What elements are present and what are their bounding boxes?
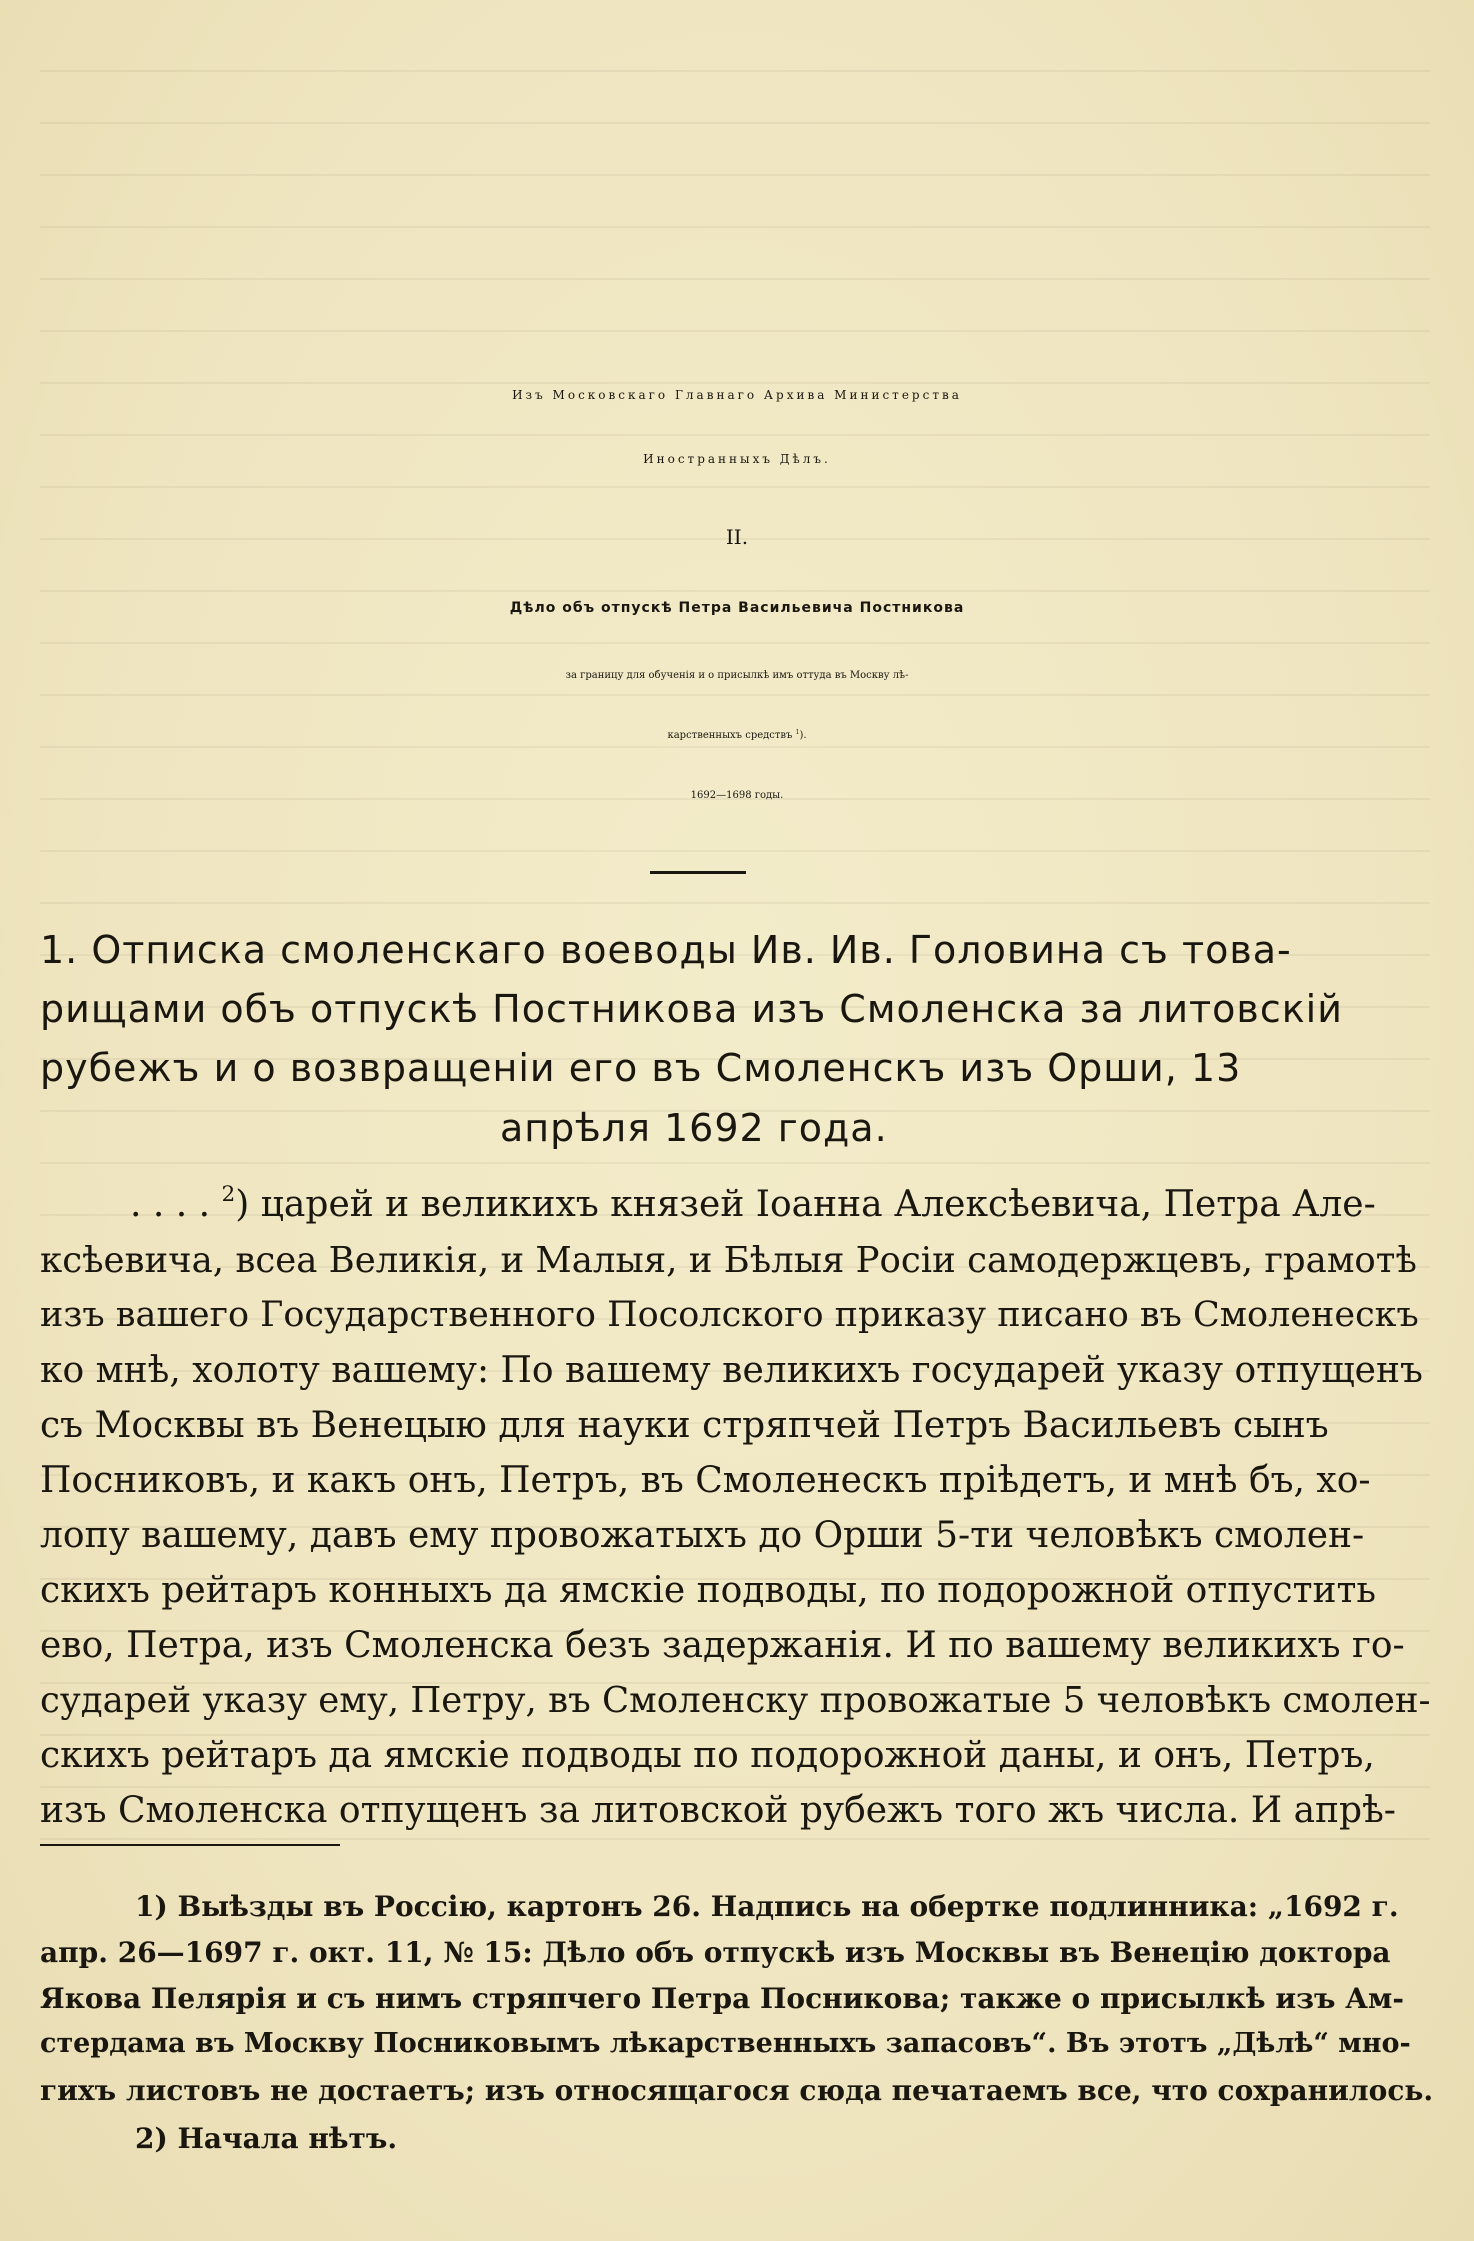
body-line: скихъ рейтаръ да ямскіе подводы по подорожной даны, и онъ, Петръ, bbox=[40, 1735, 1375, 1776]
doc-heading-line-1: 1. Отписка смоленскаго воеводы Ив. Ив. Головина съ това- bbox=[40, 928, 1292, 972]
document-title: Дѣло объ отпускѣ Петра Васильевича Постникова bbox=[509, 600, 965, 616]
footnote-divider bbox=[40, 1844, 340, 1846]
footnote-1-line: гихъ листовъ не достаетъ; изъ относящагося сюда печатаемъ все, что сохранилось. bbox=[40, 2074, 1434, 2107]
body-line: ево, Петра, изъ Смоленска безъ задержанія. И по вашему великихъ го- bbox=[40, 1625, 1405, 1666]
footnote-2: 2) Начала нѣтъ. bbox=[135, 2122, 398, 2155]
ellipsis-lead: . . . . bbox=[130, 1184, 222, 1225]
body-line: сударей указу ему, Петру, въ Смоленску провожатые 5 человѣкъ смолен- bbox=[40, 1680, 1431, 1721]
body-line-1 bbox=[130, 1181, 1376, 1225]
body-line: съ Москвы въ Венецыю для науки стряпчей Петръ Васильевъ сынъ bbox=[40, 1405, 1329, 1446]
title-divider bbox=[650, 871, 746, 874]
doc-heading-line-4: апрѣля 1692 года. bbox=[500, 1106, 888, 1150]
body-line-1-text: ) царей и великихъ князей Іоанна Алексѣевича, Петра Але- bbox=[235, 1184, 1376, 1225]
archive-heading-line-2: Иностранныхъ Дѣлъ. bbox=[643, 452, 831, 466]
body-line: изъ Смоленска отпущенъ за литовской рубежъ того жъ числа. И апрѣ- bbox=[40, 1790, 1396, 1831]
footnote-1-line: стердама въ Москву Посниковымъ лѣкарственныхъ запасовъ“. Въ этотъ „Дѣлѣ“ мно- bbox=[40, 2028, 1411, 2059]
body-line: скихъ рейтаръ конныхъ да ямскіе подводы, по подорожной отпустить bbox=[40, 1570, 1376, 1611]
archive-heading-line-1: Изъ Московскаго Главнаго Архива Министерства bbox=[512, 388, 962, 402]
footnote-1-line: апр. 26—1697 г. окт. 11, № 15: Дѣло объ отпускѣ изъ Москвы въ Венецію доктора bbox=[40, 1936, 1391, 1969]
subtitle-end: ). bbox=[799, 730, 807, 741]
body-line: ко мнѣ, холоту вашему: По вашему великихъ государей указу отпущенъ bbox=[40, 1350, 1423, 1391]
body-line: ксѣевича, всеа Великія, и Малыя, и Бѣлыя Росіи самодержцевъ, грамотѣ bbox=[40, 1240, 1417, 1281]
doc-heading-line-3: рубежъ и о возвращеніи его въ Смоленскъ изъ Орши, 13 bbox=[40, 1046, 1242, 1090]
subtitle-text: карственныхъ средствъ bbox=[667, 730, 796, 741]
document-years: 1692—1698 годы. bbox=[690, 790, 784, 801]
body-line: Посниковъ, и какъ онъ, Петръ, въ Смоленескъ пріѣдетъ, и мнѣ бъ, хо- bbox=[40, 1460, 1371, 1501]
footnote-1-line: Якова Пелярія и съ нимъ стряпчего Петра Посникова; также о присылкѣ изъ Ам- bbox=[40, 1982, 1404, 2015]
document-subtitle-line-2 bbox=[0, 730, 1474, 741]
footnote-ref-1: 1 bbox=[795, 728, 800, 736]
footnote-ref-2: 2 bbox=[221, 1181, 236, 1207]
document-subtitle-line-1: за границу для обученія и о присылкѣ имъ оттуда въ Москву лѣ- bbox=[565, 670, 909, 681]
body-line: изъ вашего Государственного Посолского приказу писано въ Смоленескъ bbox=[40, 1295, 1419, 1335]
body-line: лопу вашему, давъ ему провожатыхъ до Орши 5-ти человѣкъ смолен- bbox=[40, 1515, 1365, 1556]
footnote-1-line: 1) Выѣзды въ Россію, картонъ 26. Надпись на обертке подлинника: „1692 г. bbox=[135, 1890, 1399, 1923]
section-number: II. bbox=[725, 525, 749, 549]
doc-heading-line-2: рищами объ отпускѣ Постникова изъ Смоленска за литовскій bbox=[40, 987, 1343, 1031]
